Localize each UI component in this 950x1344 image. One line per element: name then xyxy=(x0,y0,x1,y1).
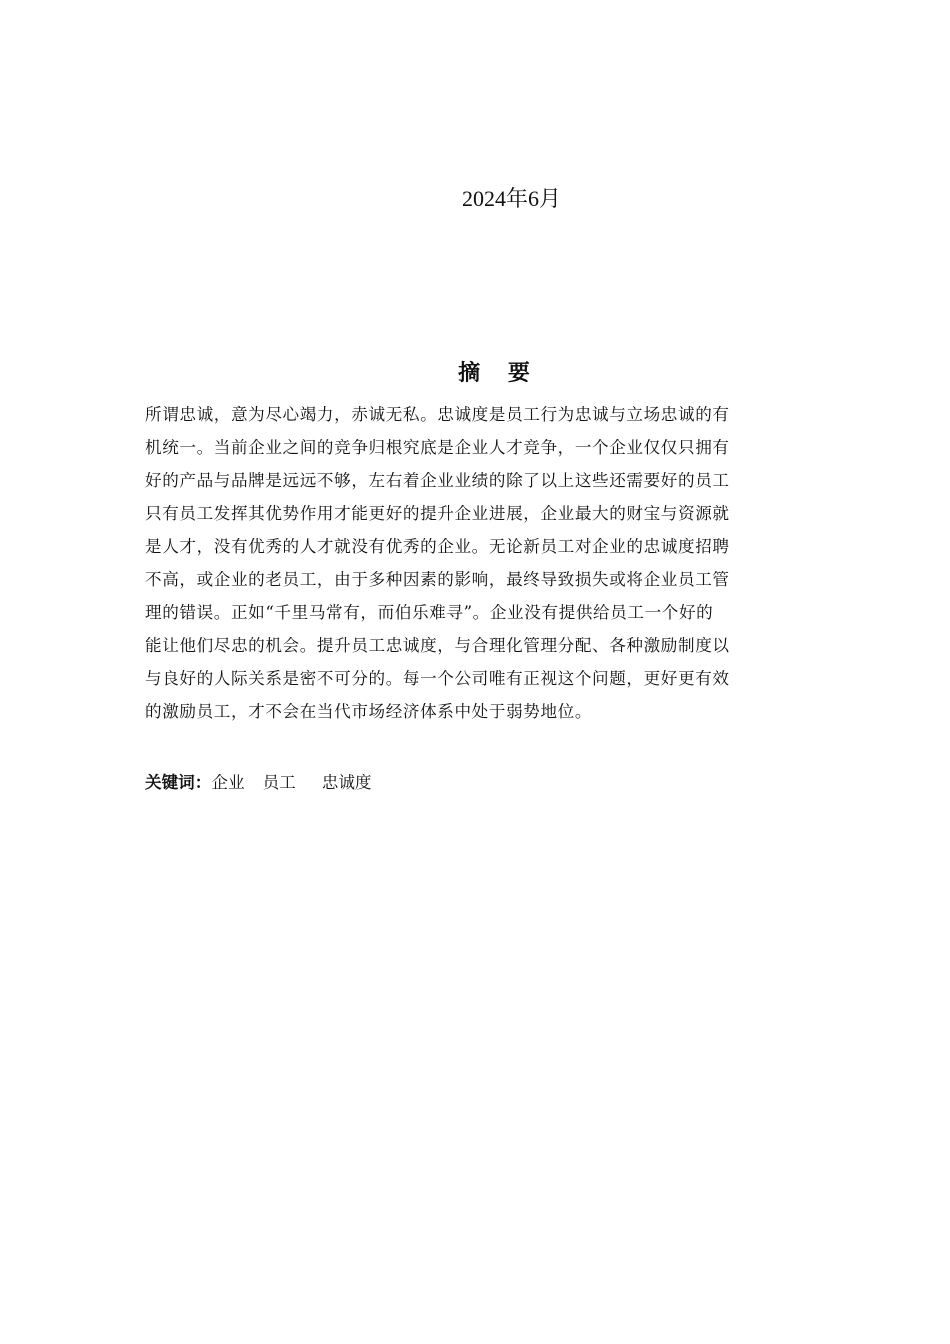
keyword-item: 员工 xyxy=(262,773,296,792)
abstract-body xyxy=(145,398,809,728)
abstract-line: 是人才，没有优秀的人才就没有优秀的企业。无论新员工对企业的忠诚度招聘 xyxy=(145,537,730,556)
abstract-line: 的激励员工，才不会在当代市场经济体系中处于弱势地位。 xyxy=(145,702,593,721)
abstract-title: 摘 要 xyxy=(458,361,540,386)
abstract-line: 机统一。当前企业之间的竞争归根究底是企业人才竞争，一个企业仅仅只拥有 xyxy=(145,438,730,457)
keyword-item: 企业 xyxy=(211,773,245,792)
abstract-line: 所谓忠诚，意为尽心竭力，赤诚无私。忠诚度是员工行为忠诚与立场忠诚的有 xyxy=(145,405,730,424)
keywords-row xyxy=(145,766,390,799)
abstract-line: 好的产品与品牌是远远不够，左右着企业业绩的除了以上这些还需要好的员工 xyxy=(145,471,730,490)
abstract-line: 与良好的人际关系是密不可分的。每一个公司唯有正视这个问题，更好更有效 xyxy=(145,669,730,688)
abstract-line: 只有员工发挥其优势作用才能更好的提升企业进展，企业最大的财宝与资源就 xyxy=(145,504,730,523)
abstract-line: 不高，或企业的老员工，由于多种因素的影响，最终导致损失或将企业员工管 xyxy=(145,570,730,589)
keyword-item: 忠诚度 xyxy=(321,773,372,792)
keywords-label: 关键词： xyxy=(145,773,212,792)
abstract-line: 能让他们尽忠的机会。提升员工忠诚度，与合理化管理分配、各种激励制度以 xyxy=(145,636,730,655)
document-date: 2024年6月 xyxy=(462,186,562,211)
abstract-line: 理的错误。正如“千里马常有，而伯乐难寻”。企业没有提供给员工一个好的 xyxy=(145,603,714,622)
